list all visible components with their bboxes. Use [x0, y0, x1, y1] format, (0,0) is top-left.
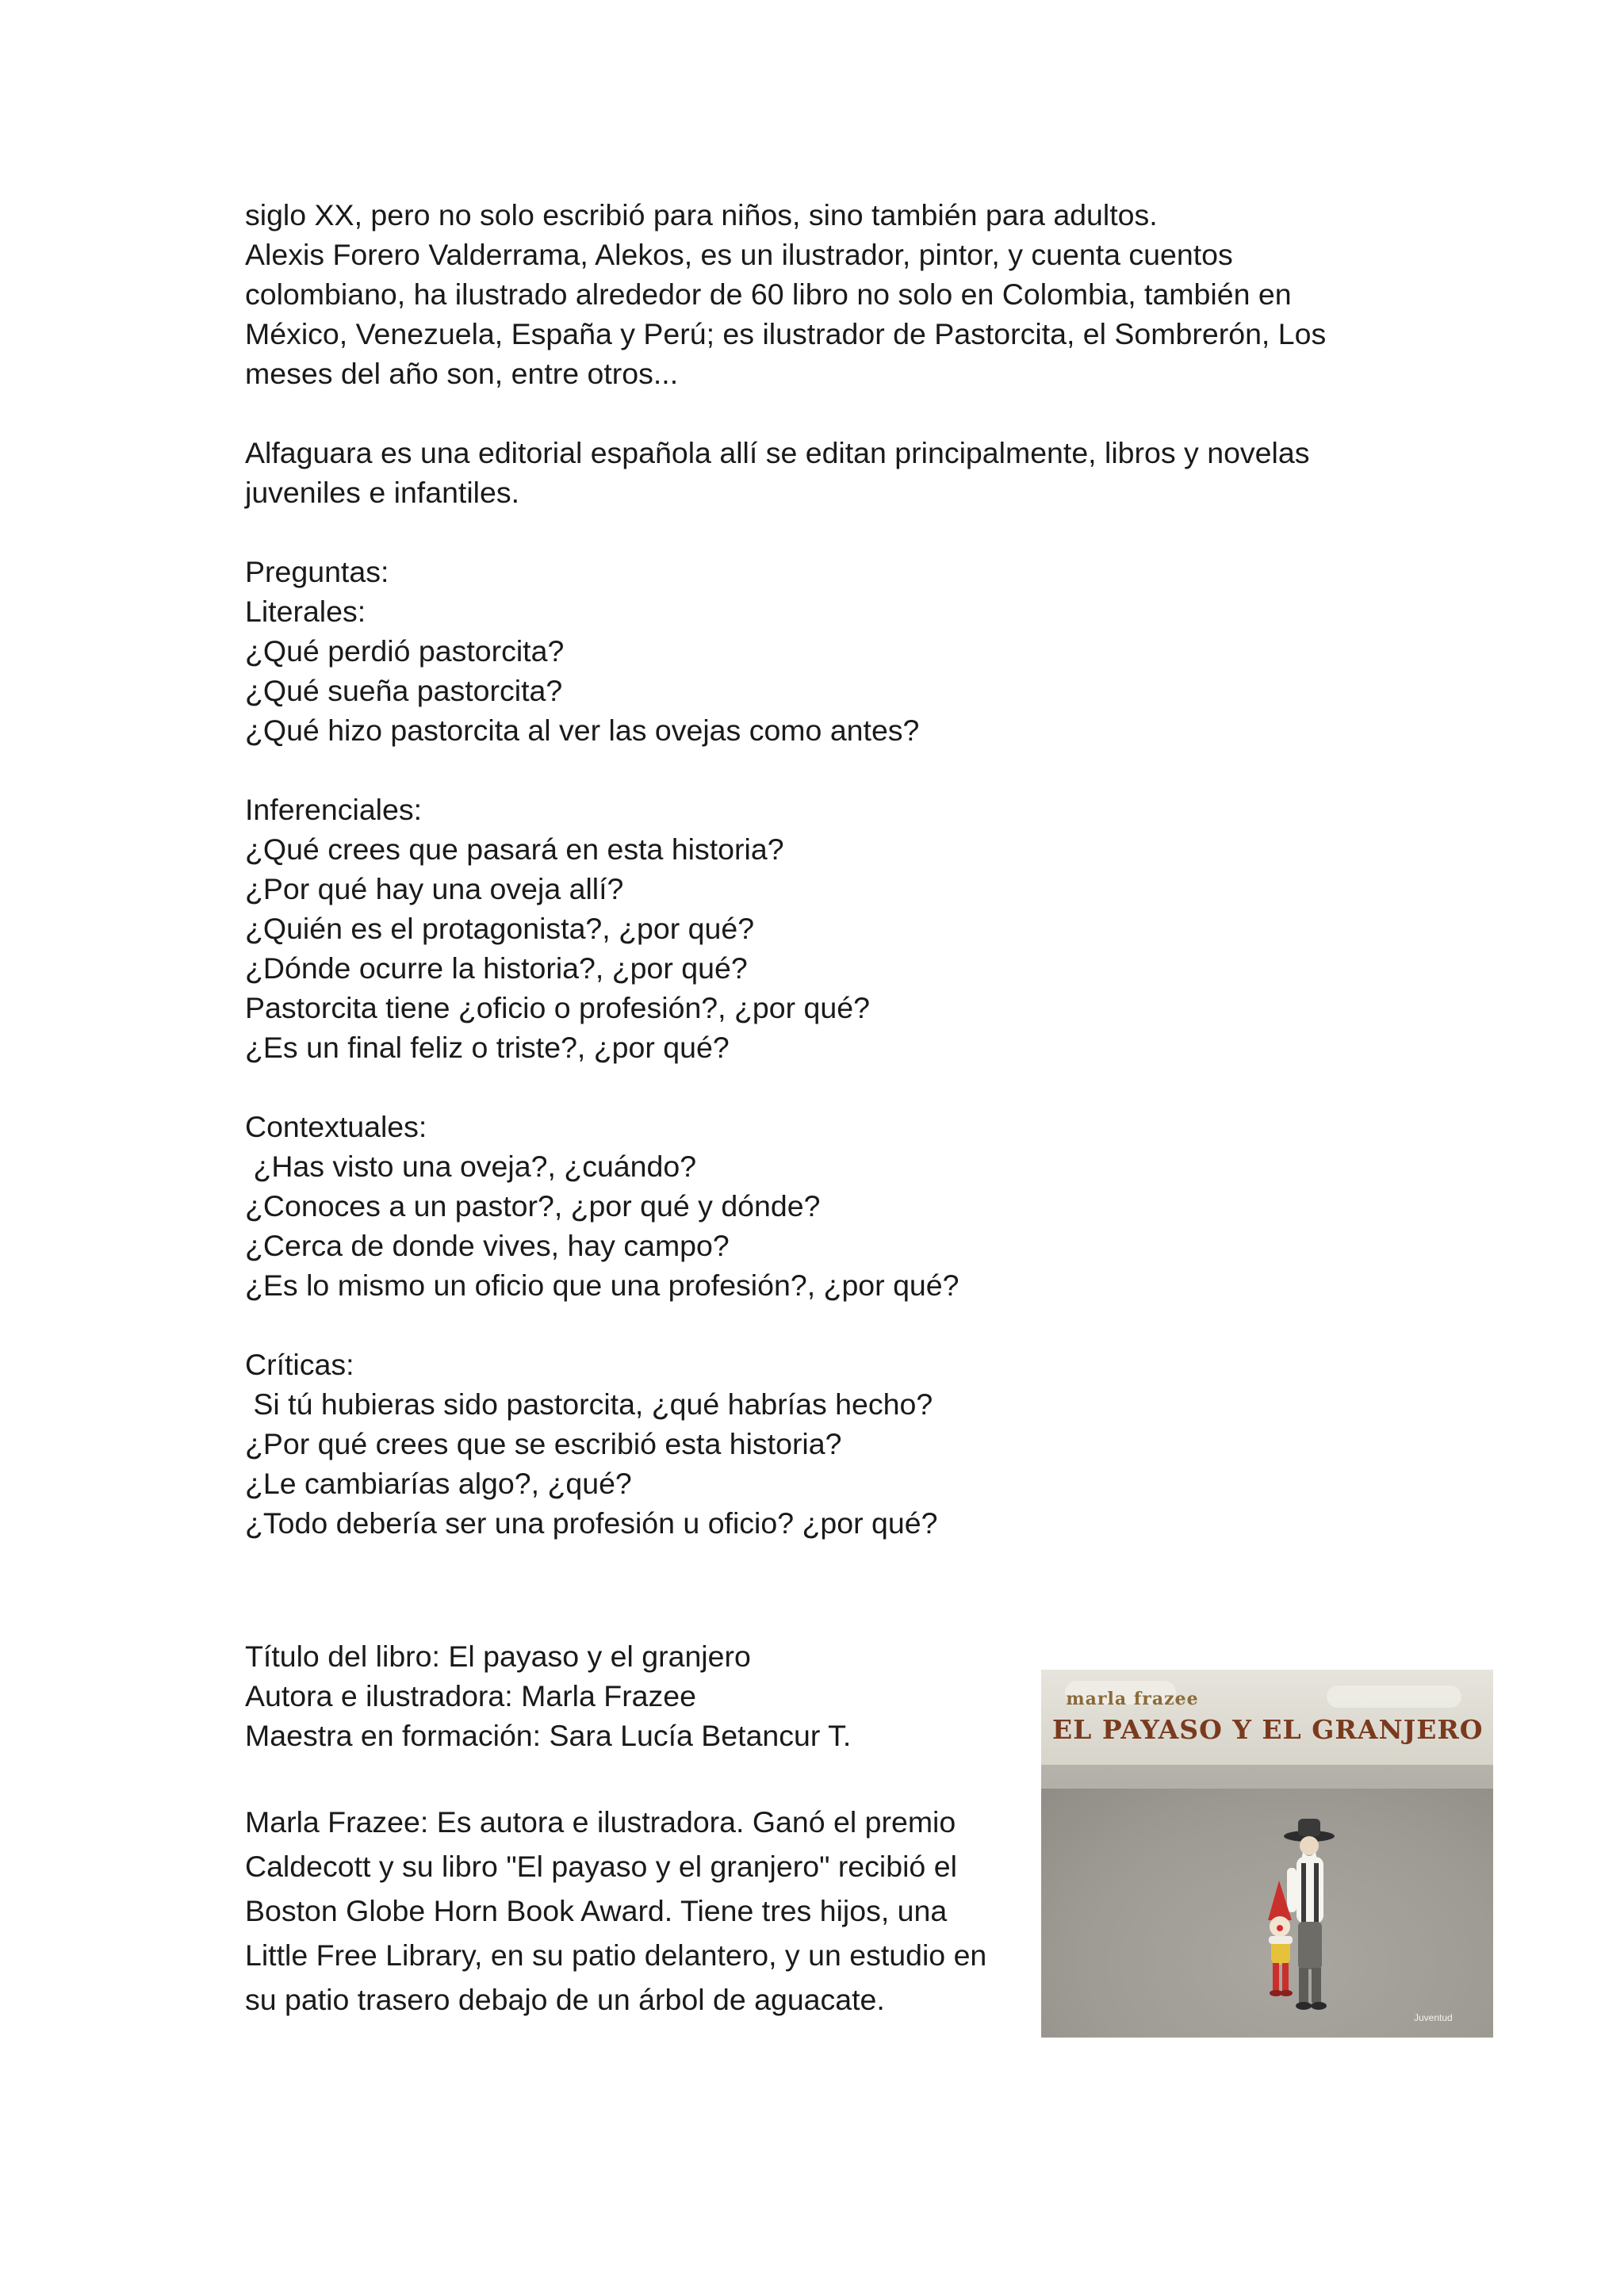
bio-line: Boston Globe Horn Book Award. Tiene tres hijos, una — [245, 1894, 948, 1927]
intro-paragraph — [245, 195, 1355, 393]
question-item: ¿Quién es el protagonista?, ¿por qué? — [245, 912, 755, 945]
questions-heading: Preguntas: — [245, 555, 389, 588]
intro-line: colombiano, ha ilustrado alrededor de 60 libro no solo en Colombia, también en — [245, 277, 1292, 311]
question-item: ¿Cerca de donde vives, hay campo? — [245, 1229, 730, 1262]
main-text-column — [245, 195, 1355, 1543]
bio-line: Little Free Library, en su patio delantero, y un estudio en — [245, 1938, 987, 1972]
intro-line: meses del año son, entre otros... — [245, 357, 679, 390]
publisher-paragraph — [245, 433, 1355, 512]
intro-line: siglo XX, pero no solo escribió para niños, sino también para adultos. — [245, 198, 1158, 232]
intro-line: Alexis Forero Valderrama, Alekos, es un ilustrador, pintor, y cuenta cuentos — [245, 238, 1233, 271]
bio-line: Marla Frazee: Es autora e ilustradora. Ganó el premio — [245, 1805, 956, 1839]
book-info — [245, 1636, 1022, 1755]
question-item: ¿Qué sueña pastorcita? — [245, 674, 563, 707]
book-title-line: Título del libro: El payaso y el granjero — [245, 1640, 751, 1673]
book-cover-image — [1041, 1670, 1493, 2038]
bio-line: Caldecott y su libro "El payaso y el granjero" recibió el — [245, 1850, 957, 1883]
question-item: ¿Has visto una oveja?, ¿cuándo? — [245, 1150, 697, 1183]
question-item: Si tú hubieras sido pastorcita, ¿qué habrías hecho? — [245, 1387, 933, 1421]
question-item: ¿Qué perdió pastorcita? — [245, 634, 565, 668]
question-item: ¿Por qué hay una oveja allí? — [245, 872, 624, 905]
question-item: ¿Por qué crees que se escribió esta historia? — [245, 1427, 842, 1460]
book-author-line: Autora e ilustradora: Marla Frazee — [245, 1679, 697, 1712]
literal-label: Literales: — [245, 595, 366, 628]
question-item: ¿Qué crees que pasará en esta historia? — [245, 832, 784, 866]
question-item: ¿Es lo mismo un oficio que una profesión?, ¿por qué? — [245, 1269, 959, 1302]
publisher-line: juveniles e infantiles. — [245, 476, 520, 509]
question-item: ¿Es un final feliz o triste?, ¿por qué? — [245, 1031, 730, 1064]
cover-title-text: EL PAYASO Y EL GRANJERO — [1052, 1714, 1484, 1745]
contextual-label: Contextuales: — [245, 1110, 427, 1143]
cover-publisher-text: Juventud — [1414, 2012, 1453, 2023]
inferential-label: Inferenciales: — [245, 793, 423, 826]
question-item: ¿Le cambiarías algo?, ¿qué? — [245, 1467, 632, 1500]
question-item: ¿Dónde ocurre la historia?, ¿por qué? — [245, 951, 748, 985]
questions-section — [245, 552, 1355, 1543]
book-teacher-line: Maestra en formación: Sara Lucía Betancur T. — [245, 1719, 852, 1752]
bio-line: su patio trasero debajo de un árbol de aguacate. — [245, 1983, 885, 2016]
critical-label: Críticas: — [245, 1348, 354, 1381]
farmer-figure — [1284, 1819, 1335, 2010]
cover-author-text: marla frazee — [1066, 1689, 1199, 1709]
author-bio — [245, 1800, 1022, 2022]
publisher-line: Alfaguara es una editorial española allí se editan principalmente, libros y novelas — [245, 436, 1310, 469]
cover-illustration — [1041, 1670, 1493, 2038]
question-item: Pastorcita tiene ¿oficio o profesión?, ¿por qué? — [245, 991, 870, 1024]
question-item: ¿Todo debería ser una profesión u oficio? ¿por qué? — [245, 1506, 938, 1540]
intro-line: México, Venezuela, España y Perú; es ilustrador de Pastorcita, el Sombrerón, Los — [245, 317, 1327, 350]
question-item: ¿Conoces a un pastor?, ¿por qué y dónde? — [245, 1189, 821, 1223]
question-item: ¿Qué hizo pastorcita al ver las ovejas como antes? — [245, 714, 920, 747]
